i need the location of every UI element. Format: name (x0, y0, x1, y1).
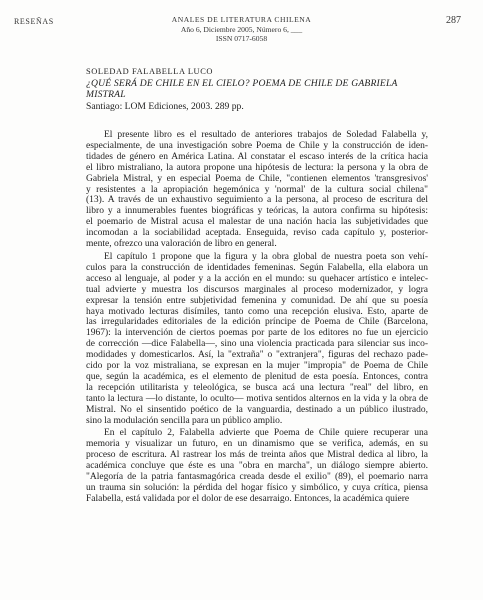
text-line: especialmente, de una investigación sobre Poema de Chile y la construcción de iden- (86, 140, 428, 151)
text-line: sino la modulación sencilla para un público amplio. (86, 415, 283, 426)
text-line: incomodan a la sociabilidad aceptada. Enseguida, reviso cada capítulo y, posterior- (86, 228, 428, 239)
text-line: mente, ofrezco una valoración de libro en general. (86, 239, 277, 250)
text-line: el poemario de Mistral acusa el malestar de una nación hacia las subjetividades que (86, 217, 428, 228)
section-label: RESEÑAS (14, 17, 54, 26)
book-imprint: Santiago: LOM Ediciones, 2003. 289 pp. (86, 100, 244, 112)
review-meta (86, 66, 426, 112)
paragraph (86, 428, 428, 504)
text-line: libro y a innumerables fuentes biográficas y teóricas, la autora confirma su hipótesis: (86, 206, 428, 217)
text-line: culos para la construcción de identidades femeninas. Según Falabella, ella elabora un (86, 262, 428, 273)
text-line: modidades y domesticarlos. Así, la "extraña" o "extranjera", figuras del rechazo pade- (86, 350, 428, 361)
paragraph (86, 252, 428, 427)
text-line: proceso de escritura. Al rastrear los más de treinta años que Mistral dedica al libro, la (86, 450, 428, 461)
text-line: tual advierte y muestra los discursos marginales al proceso modernizador, y logra (86, 284, 428, 295)
text-line: la recepción utilitarista y teleológica, se busca acá una lectura "real" del libro, en (86, 382, 428, 393)
text-line: El capítulo 1 propone que la figura y la obra global de nuestra poeta son vehí- (104, 251, 428, 262)
text-line: que, según la académica, es el elemento de plenitud de esta poesía. Entonces, contra (86, 371, 428, 382)
text-line: haya motivado lecturas disímiles, tanto como una recepción elusiva. Esto, aparte de (86, 306, 428, 317)
review-body (86, 130, 428, 507)
text-line: el libro mistraliano, la autora propone una hipótesis de lectura: la persona y la obra de (86, 162, 428, 173)
text-line: Gabriela Mistral, y en especial Poema de Chile, "contienen elementos 'transgresivos' (86, 173, 428, 184)
issn: ISSN 0717-6058 (215, 34, 268, 44)
review-author: SOLEDAD FALABELLA LUCO (86, 67, 214, 76)
book-title-line-2: MISTRAL (86, 89, 126, 101)
text-line: expresar la tensión entre subjetividad femenina y comunidad. De ahí que su poesía (86, 295, 428, 306)
text-line: cido por la voz mistraliana, se expresan en la mujer "impropia" de Poema de Chile (86, 361, 428, 372)
text-line: Mistral. No el sinsentido poético de la vanguardia, destinado a un público ilustrado, (86, 404, 428, 415)
text-line: tanto la lectura —lo distante, lo oculto— motiva sentidos alternos en la vida y la obra de (86, 393, 428, 404)
running-header (0, 15, 483, 44)
text-line: y resistentes a la apropiación hegemónica y 'normal' de la cultura social chilena" (86, 184, 428, 195)
text-line: de corrección —dice Falabella—, sino una violencia practicada para silenciar sus inco- (86, 339, 428, 350)
text-line: En el capítulo 2, Falabella advierte que Poema de Chile quiere recuperar una (104, 428, 428, 439)
text-line: académica concluye que éste es una "obra en marcha", un diálogo siempre abierto. (86, 461, 428, 472)
book-title-line-1: ¿QUÉ SERÁ DE CHILE EN EL CIELO? POEMA DE CHILE DE GABRIELA (86, 77, 398, 89)
paragraph (86, 130, 428, 250)
text-line: "Alegoría de la patria fantasmagórica creada desde el exilio" (89), el poemario narra (86, 472, 428, 483)
text-line: las irregularidades editoriales de la edición príncipe de Poema de Chile (Barcelona, (86, 317, 428, 328)
text-line: Falabella, está validada por el dolor de ese desarraigo. Entonces, la académica quiere (86, 493, 410, 504)
text-line: (13). A través de un exhaustivo seguimiento a la persona, al proceso de escritura del (86, 195, 428, 206)
page-number: 287 (446, 15, 461, 26)
text-line: 1967): la intervención de ciertos poemas por parte de los editores no fue un ejercicio (86, 328, 428, 339)
text-line: El presente libro es el resultado de anteriores trabajos de Soledad Falabella y, (104, 130, 428, 140)
issue-line: Año 6, Diciembre 2005, Número 6, ___ (180, 24, 303, 34)
text-line: acceso al lenguaje, al poder y a la acción en el mundo: su quehacer artístico e intelec- (86, 273, 428, 284)
text-line: un trauma sin solución: la pérdida del hogar físico y simbólico, y cuya crítica, piensa (86, 483, 428, 493)
text-line: tidades de género en América Latina. Al constatar el escaso interés de la crítica hacia (86, 151, 428, 162)
journal-title: ANALES DE LITERATURA CHILENA (171, 15, 312, 24)
text-line: memoria y visualizar un futuro, en un dinamismo que se verifica, además, en su (86, 439, 428, 450)
